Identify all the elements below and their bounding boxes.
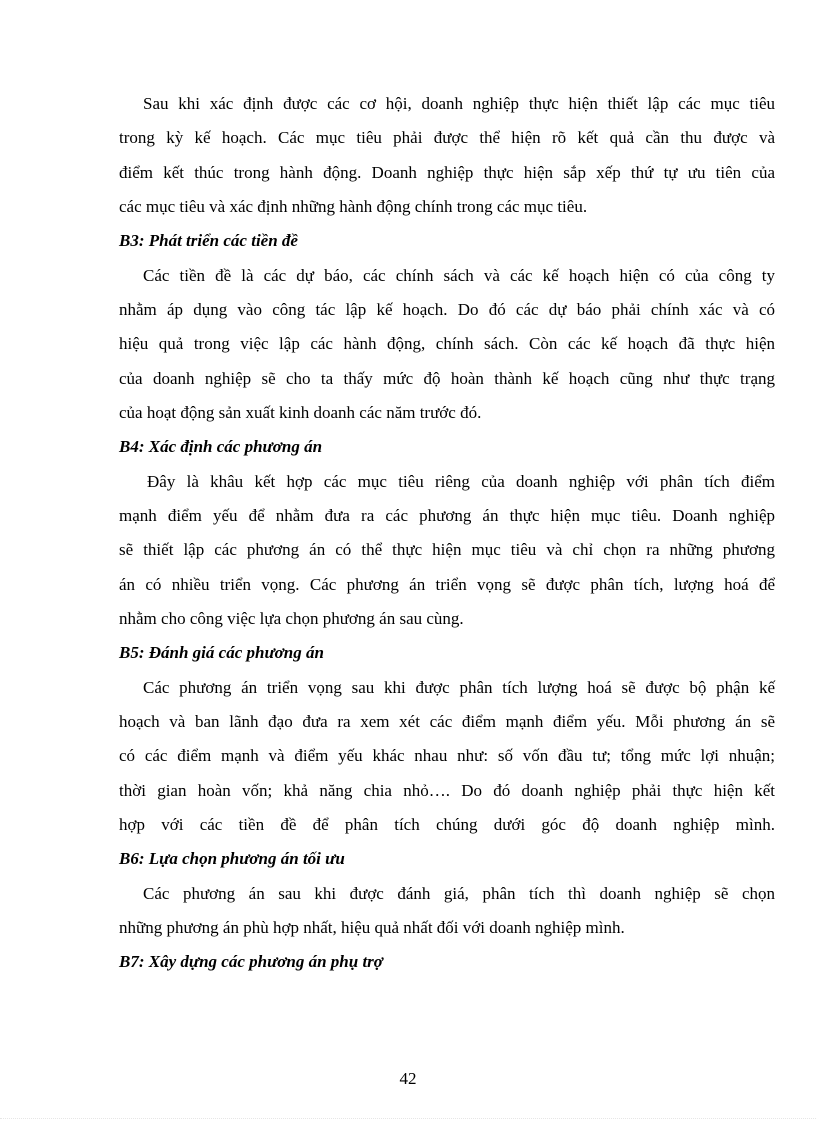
paragraph-4-line-3: có các điểm mạnh và điểm yếu khác nhau như: số vốn đầu tư; tổng mức lợi nhuận; (119, 746, 775, 765)
paragraph-2-line-3: hiệu quả trong việc lập các hành động, chính sách. Còn các kế hoạch đã thực hiện (119, 334, 775, 353)
paragraph-3-line-3: sẽ thiết lập các phương án có thể thực hiện mục tiêu và chỉ chọn ra những phương (119, 540, 775, 559)
page-edge-divider (0, 1118, 816, 1119)
heading-b4: B4: Xác định các phương án (119, 437, 323, 456)
heading-b3: B3: Phát triển các tiền đề (119, 231, 298, 250)
paragraph-2-line-1: Các tiền đề là các dự báo, các chính sách và các kế hoạch hiện có của công ty (143, 266, 775, 285)
paragraph-1-line-2: trong kỳ kế hoạch. Các mục tiêu phải được thể hiện rõ kết quả cần thu được và (119, 128, 775, 147)
paragraph-5-line-1: Các phương án sau khi được đánh giá, phân tích thì doanh nghiệp sẽ chọn (143, 884, 775, 903)
paragraph-4-line-4: thời gian hoàn vốn; khả năng chia nhỏ…. Do đó doanh nghiệp phải thực hiện kết (119, 781, 775, 800)
paragraph-3-line-2: mạnh điểm yếu để nhằm đưa ra các phương án thực hiện mục tiêu. Doanh nghiệp (119, 506, 775, 525)
paragraph-1-line-3: điểm kết thúc trong hành động. Doanh nghiệp thực hiện sắp xếp thứ tự ưu tiên của (119, 163, 775, 182)
paragraph-3-line-1: Đây là khâu kết hợp các mục tiêu riêng của doanh nghiệp với phân tích điểm (147, 472, 775, 491)
paragraph-4-line-1: Các phương án triển vọng sau khi được phân tích lượng hoá sẽ được bộ phận kế (143, 678, 775, 697)
paragraph-2-line-5: của hoạt động sản xuất kinh doanh các năm trước đó. (119, 403, 482, 422)
paragraph-2-line-2: nhằm áp dụng vào công tác lập kế hoạch. Do đó các dự báo phải chính xác và có (119, 300, 775, 319)
paragraph-5-line-2: những phương án phù hợp nhất, hiệu quả nhất đối với doanh nghiệp mình. (119, 918, 625, 937)
paragraph-2-line-4: của doanh nghiệp sẽ cho ta thấy mức độ hoàn thành kế hoạch cũng như thực trạng (119, 369, 775, 388)
paragraph-4-line-5: hợp với các tiền đề để phân tích chúng dưới góc độ doanh nghiệp mình. (119, 815, 775, 834)
paragraph-3-line-5: nhằm cho công việc lựa chọn phương án sau cùng. (119, 609, 464, 628)
heading-b5: B5: Đánh giá các phương án (119, 643, 324, 662)
paragraph-1-line-1: Sau khi xác định được các cơ hội, doanh nghiệp thực hiện thiết lập các mục tiêu (143, 94, 775, 113)
paragraph-4-line-2: hoạch và ban lãnh đạo đưa ra xem xét các điểm mạnh điểm yếu. Mỗi phương án sẽ (119, 712, 775, 731)
paragraph-3-line-4: án có nhiều triển vọng. Các phương án triển vọng sẽ được phân tích, lượng hoá để (119, 575, 775, 594)
heading-b7: B7: Xây dựng các phương án phụ trợ (119, 952, 383, 971)
paragraph-1-line-4: các mục tiêu và xác định những hành động chính trong các mục tiêu. (119, 197, 588, 216)
heading-b6: B6: Lựa chọn phương án tối ưu (119, 849, 345, 868)
page-number: 42 (399, 1069, 417, 1088)
